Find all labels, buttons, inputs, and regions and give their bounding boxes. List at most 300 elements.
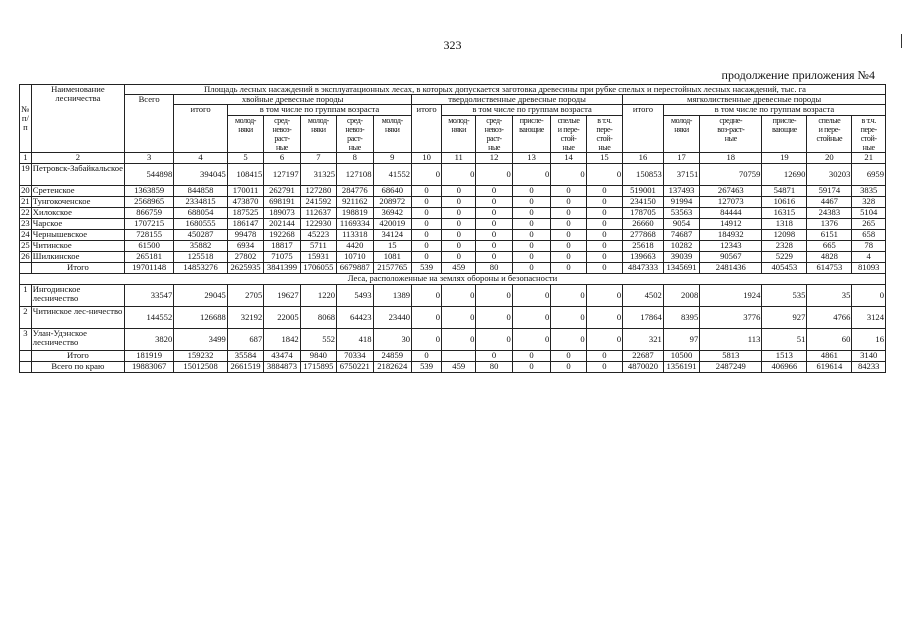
- row-value: 3124: [852, 306, 886, 328]
- row-value: 0: [512, 218, 551, 229]
- table-row: [20, 196, 886, 207]
- header-h-ripening: присле- вающие: [512, 115, 551, 153]
- row-value: 1513: [762, 350, 807, 361]
- row-value: 0: [586, 350, 622, 361]
- row-value: 22687: [623, 350, 664, 361]
- header-h-young: молод- няки: [442, 115, 476, 153]
- row-value: 0: [551, 196, 586, 207]
- row-value: 234150: [623, 196, 664, 207]
- row-value: 23440: [373, 306, 412, 328]
- row-value: 97: [663, 328, 699, 350]
- row-value: 5493: [337, 284, 373, 306]
- row-value: 241592: [300, 196, 336, 207]
- row-number: 24: [21, 229, 30, 239]
- row-value: 0: [586, 240, 622, 251]
- row-value: 1318: [762, 218, 807, 229]
- header-s-young: молод- няки: [663, 115, 699, 153]
- row-value: 91994: [663, 196, 699, 207]
- row-value: 186147: [227, 218, 263, 229]
- row-value: 10710: [337, 251, 373, 262]
- row-value: 181919: [124, 350, 173, 361]
- section-row: [20, 273, 886, 284]
- row-value: 6679887: [337, 262, 373, 273]
- row-value: 0: [551, 284, 586, 306]
- row-value: 30: [373, 328, 412, 350]
- row-value: 35: [807, 284, 852, 306]
- row-value: 844858: [174, 185, 228, 196]
- row-value: 0: [586, 262, 622, 273]
- row-value: 68640: [373, 185, 412, 196]
- row-value: 15: [373, 240, 412, 251]
- row-value: 0: [551, 229, 586, 240]
- row-value: 539: [412, 262, 442, 273]
- row-value: 18817: [264, 240, 300, 251]
- column-number: 12: [476, 153, 512, 163]
- column-number: 20: [807, 153, 852, 163]
- row-value: 0: [476, 196, 512, 207]
- row-value: 26660: [623, 218, 664, 229]
- row-value: 3140: [852, 350, 886, 361]
- row-value: 2334815: [174, 196, 228, 207]
- row-value: 208972: [373, 196, 412, 207]
- row-value: 0: [852, 284, 886, 306]
- row-value: 0: [551, 251, 586, 262]
- column-number: 13: [512, 153, 551, 163]
- row-value: 61500: [124, 240, 173, 251]
- row-value: 5104: [852, 207, 886, 218]
- row-value: 406966: [762, 361, 807, 372]
- row-value: 178705: [623, 207, 664, 218]
- total-row: [20, 262, 886, 273]
- row-value: 921162: [337, 196, 373, 207]
- row-value: 192268: [264, 229, 300, 240]
- row-value: 0: [586, 163, 622, 185]
- row-value: 127108: [337, 163, 373, 185]
- row-value: 0: [442, 306, 476, 328]
- row-name: Читинское лес-ничество: [31, 306, 124, 328]
- row-number: 22: [21, 207, 30, 217]
- row-value: 6750221: [337, 361, 373, 372]
- row-value: 0: [512, 306, 551, 328]
- row-value: 4870020: [623, 361, 664, 372]
- row-value: 0: [476, 251, 512, 262]
- row-value: 0: [412, 218, 442, 229]
- row-value: 78: [852, 240, 886, 251]
- row-value: 0: [586, 328, 622, 350]
- row-value: 9054: [663, 218, 699, 229]
- row-value: 0: [512, 251, 551, 262]
- row-value: 3835: [852, 185, 886, 196]
- row-number: 26: [21, 251, 30, 261]
- row-value: 0: [512, 185, 551, 196]
- column-number: 21: [852, 153, 886, 163]
- row-value: 12343: [700, 240, 762, 251]
- column-number: 14: [551, 153, 586, 163]
- header-h-incl: в т.ч. пере- стой- ные: [586, 115, 622, 153]
- row-value: 127280: [300, 185, 336, 196]
- row-value: 4847333: [623, 262, 664, 273]
- row-value: 127073: [700, 196, 762, 207]
- row-value: 1842: [264, 328, 300, 350]
- row-value: 418: [337, 328, 373, 350]
- row-value: 36942: [373, 207, 412, 218]
- row-value: 43474: [264, 350, 300, 361]
- row-value: 22005: [264, 306, 300, 328]
- row-value: 5711: [300, 240, 336, 251]
- row-value: 420019: [373, 218, 412, 229]
- forest-area-table: [19, 84, 886, 373]
- row-value: 284776: [337, 185, 373, 196]
- column-number: 10: [412, 153, 442, 163]
- row-value: 0: [442, 207, 476, 218]
- row-value: 0: [586, 196, 622, 207]
- row-name: Сретенское: [31, 185, 124, 196]
- column-number: 15: [586, 153, 622, 163]
- row-value: 0: [551, 218, 586, 229]
- row-value: 24859: [373, 350, 412, 361]
- row-value: 544898: [124, 163, 173, 185]
- row-name: Чернышевское: [31, 229, 124, 240]
- row-value: 126688: [174, 306, 228, 328]
- row-value: 24383: [807, 207, 852, 218]
- row-value: 189073: [264, 207, 300, 218]
- row-value: 15012508: [174, 361, 228, 372]
- row-value: 1220: [300, 284, 336, 306]
- row-value: 19627: [264, 284, 300, 306]
- row-name: Улан-Удэнское лесничество: [31, 328, 124, 350]
- row-value: 1706055: [300, 262, 336, 273]
- row-value: 80: [476, 361, 512, 372]
- row-value: 45223: [300, 229, 336, 240]
- row-value: 127197: [264, 163, 300, 185]
- header-s-ripening: присле- вающие: [762, 115, 807, 153]
- row-value: 0: [476, 185, 512, 196]
- table-row: [20, 240, 886, 251]
- row-value: 5813: [700, 350, 762, 361]
- row-value: 74687: [663, 229, 699, 240]
- column-number: 8: [337, 153, 373, 163]
- row-value: 0: [442, 328, 476, 350]
- row-value: 51: [762, 328, 807, 350]
- table-row: [20, 328, 886, 350]
- row-value: 0: [412, 196, 442, 207]
- row-value: 0: [412, 306, 442, 328]
- row-value: 1715895: [300, 361, 336, 372]
- row-name: Итого: [31, 350, 124, 361]
- row-value: 10500: [663, 350, 699, 361]
- column-number-row: [20, 153, 886, 163]
- row-value: 2487249: [700, 361, 762, 372]
- row-value: 112637: [300, 207, 336, 218]
- row-value: 70759: [700, 163, 762, 185]
- row-value: 34124: [373, 229, 412, 240]
- row-name: Итого: [31, 262, 124, 273]
- row-value: 698191: [264, 196, 300, 207]
- row-value: 2625935: [227, 262, 263, 273]
- row-value: 0: [442, 163, 476, 185]
- row-value: 35584: [227, 350, 263, 361]
- row-value: 0: [512, 350, 551, 361]
- row-value: 0: [551, 350, 586, 361]
- row-value: 539: [412, 361, 442, 372]
- header-hardwood-itogo: итого: [412, 105, 442, 153]
- row-value: 2157765: [373, 262, 412, 273]
- row-value: 0: [586, 251, 622, 262]
- header-s-mid: средне- воз-раст- ные: [700, 115, 762, 153]
- row-value: 0: [551, 328, 586, 350]
- row-value: 137493: [663, 185, 699, 196]
- table-row: [20, 306, 886, 328]
- row-value: 0: [512, 240, 551, 251]
- row-value: 0: [476, 306, 512, 328]
- row-value: 90567: [700, 251, 762, 262]
- page-number: 323: [443, 38, 462, 52]
- table-row: [20, 251, 886, 262]
- row-number: 2: [20, 306, 32, 328]
- row-value: 1389: [373, 284, 412, 306]
- row-number: [20, 361, 32, 372]
- row-value: 0: [512, 328, 551, 350]
- row-value: 450287: [174, 229, 228, 240]
- row-value: 619614: [807, 361, 852, 372]
- row-value: 473870: [227, 196, 263, 207]
- row-value: 519001: [623, 185, 664, 196]
- row-value: 0: [512, 262, 551, 273]
- column-number: 4: [174, 153, 228, 163]
- row-value: 0: [476, 207, 512, 218]
- header-c-young: молод- няки: [227, 115, 263, 153]
- column-number: 1: [20, 153, 32, 163]
- row-value: 12098: [762, 229, 807, 240]
- row-value: 0: [551, 240, 586, 251]
- row-value: 54871: [762, 185, 807, 196]
- table-row: [20, 185, 886, 196]
- row-value: 4420: [337, 240, 373, 251]
- column-number: 2: [31, 153, 124, 163]
- row-value: 267463: [700, 185, 762, 196]
- row-value: 39039: [663, 251, 699, 262]
- row-number: 25: [21, 240, 30, 250]
- header-total: Всего: [124, 95, 173, 153]
- row-value: 535: [762, 284, 807, 306]
- table-row: [20, 163, 886, 185]
- row-value: 0: [442, 284, 476, 306]
- row-value: 125518: [174, 251, 228, 262]
- row-value: 4828: [807, 251, 852, 262]
- row-value: 0: [586, 306, 622, 328]
- row-value: [442, 350, 476, 361]
- row-value: 2705: [227, 284, 263, 306]
- header-hardwood-by-age: в том числе по группам возраста: [442, 105, 623, 115]
- row-value: 33547: [124, 284, 173, 306]
- header-hardwood: твердолиственные древесные породы: [412, 95, 623, 105]
- row-value: 405453: [762, 262, 807, 273]
- row-value: 0: [412, 251, 442, 262]
- row-value: 80: [476, 262, 512, 273]
- row-value: 27802: [227, 251, 263, 262]
- row-value: 1680555: [174, 218, 228, 229]
- row-value: 30203: [807, 163, 852, 185]
- row-value: 202144: [264, 218, 300, 229]
- row-value: 2661519: [227, 361, 263, 372]
- row-value: 0: [412, 163, 442, 185]
- row-number: 23: [21, 218, 30, 228]
- row-value: 665: [807, 240, 852, 251]
- row-value: 0: [551, 207, 586, 218]
- row-value: 3884873: [264, 361, 300, 372]
- row-value: 4502: [623, 284, 664, 306]
- section-title: Леса, расположенные на землях обороны и безопасности: [20, 273, 886, 284]
- row-value: 1169334: [337, 218, 373, 229]
- row-value: 0: [512, 196, 551, 207]
- row-value: 17864: [623, 306, 664, 328]
- row-value: 4: [852, 251, 886, 262]
- row-value: 41552: [373, 163, 412, 185]
- row-value: 71075: [264, 251, 300, 262]
- row-value: 59174: [807, 185, 852, 196]
- row-value: 0: [512, 163, 551, 185]
- table-row: [20, 284, 886, 306]
- row-value: 1345691: [663, 262, 699, 273]
- row-value: 29045: [174, 284, 228, 306]
- row-value: 64423: [337, 306, 373, 328]
- row-value: 60: [807, 328, 852, 350]
- row-value: 16: [852, 328, 886, 350]
- header-conifer-by-age: в том числе по группам возраста: [227, 105, 411, 115]
- row-value: 4766: [807, 306, 852, 328]
- row-value: 0: [442, 218, 476, 229]
- row-name: Петровск-Забайкальское: [31, 163, 124, 185]
- row-value: 552: [300, 328, 336, 350]
- row-value: 3499: [174, 328, 228, 350]
- row-number: 19: [20, 163, 32, 185]
- row-number: 1: [20, 284, 32, 306]
- row-value: 0: [586, 229, 622, 240]
- column-number: 16: [623, 153, 664, 163]
- row-value: 0: [442, 229, 476, 240]
- header-softwood-itogo: итого: [623, 105, 664, 153]
- column-number: 3: [124, 153, 173, 163]
- row-value: 3776: [700, 306, 762, 328]
- row-value: 0: [412, 284, 442, 306]
- header-softwood: мягколиственные древесные породы: [623, 95, 886, 105]
- header-h-ripe: спелые и пере- стой- ные: [551, 115, 586, 153]
- row-value: 1363859: [124, 185, 173, 196]
- row-value: 144552: [124, 306, 173, 328]
- row-name: Ингодинское лесничество: [31, 284, 124, 306]
- row-value: 0: [512, 361, 551, 372]
- row-value: 3841399: [264, 262, 300, 273]
- row-value: 84233: [852, 361, 886, 372]
- row-value: 0: [586, 207, 622, 218]
- row-number: [20, 262, 32, 273]
- row-name: Тунгокоченское: [31, 196, 124, 207]
- row-value: 0: [476, 229, 512, 240]
- row-value: 0: [586, 361, 622, 372]
- row-value: 10282: [663, 240, 699, 251]
- column-number: 11: [442, 153, 476, 163]
- row-value: 459: [442, 262, 476, 273]
- row-value: 99478: [227, 229, 263, 240]
- header-num: № п/п: [20, 85, 32, 153]
- row-value: 8068: [300, 306, 336, 328]
- row-value: 19701148: [124, 262, 173, 273]
- row-number: 20: [21, 185, 30, 195]
- row-value: 0: [412, 328, 442, 350]
- row-value: 1924: [700, 284, 762, 306]
- row-value: 122930: [300, 218, 336, 229]
- header-c-young3: молод- няки: [373, 115, 412, 153]
- row-value: 187525: [227, 207, 263, 218]
- row-name: Чарское: [31, 218, 124, 229]
- row-value: 14912: [700, 218, 762, 229]
- row-value: 0: [476, 284, 512, 306]
- row-value: 459: [442, 361, 476, 372]
- row-value: 9840: [300, 350, 336, 361]
- row-value: 6151: [807, 229, 852, 240]
- row-value: 37151: [663, 163, 699, 185]
- row-value: 0: [551, 306, 586, 328]
- row-value: 1356191: [663, 361, 699, 372]
- row-name: Всего по краю: [31, 361, 124, 372]
- row-value: 0: [412, 207, 442, 218]
- row-value: 1707215: [124, 218, 173, 229]
- row-value: 0: [442, 251, 476, 262]
- row-value: 265181: [124, 251, 173, 262]
- row-value: 84444: [700, 207, 762, 218]
- row-value: 0: [551, 163, 586, 185]
- column-number: 6: [264, 153, 300, 163]
- row-value: 0: [442, 240, 476, 251]
- row-name: Хилокское: [31, 207, 124, 218]
- row-number: 21: [21, 196, 30, 206]
- row-value: 81093: [852, 262, 886, 273]
- row-value: 2568965: [124, 196, 173, 207]
- column-number: 18: [700, 153, 762, 163]
- row-value: 2481436: [700, 262, 762, 273]
- row-value: 15931: [300, 251, 336, 262]
- header-s-incl: в т.ч. пере- стой- ные: [852, 115, 886, 153]
- row-value: 108415: [227, 163, 263, 185]
- row-value: 0: [586, 284, 622, 306]
- row-value: 728155: [124, 229, 173, 240]
- row-value: 159232: [174, 350, 228, 361]
- table-row: [20, 229, 886, 240]
- total-row: [20, 350, 886, 361]
- row-name: Шилкинское: [31, 251, 124, 262]
- row-value: 0: [476, 163, 512, 185]
- table-row: [20, 218, 886, 229]
- row-value: 12690: [762, 163, 807, 185]
- row-value: 53563: [663, 207, 699, 218]
- row-value: 3820: [124, 328, 173, 350]
- row-value: 31325: [300, 163, 336, 185]
- column-number: 19: [762, 153, 807, 163]
- row-value: 0: [586, 218, 622, 229]
- row-value: 0: [412, 240, 442, 251]
- row-value: 2008: [663, 284, 699, 306]
- row-value: 6934: [227, 240, 263, 251]
- row-value: 19883067: [124, 361, 173, 372]
- row-value: 1081: [373, 251, 412, 262]
- row-value: 10616: [762, 196, 807, 207]
- row-value: 927: [762, 306, 807, 328]
- row-value: 0: [412, 229, 442, 240]
- row-value: 0: [512, 207, 551, 218]
- row-value: 866759: [124, 207, 173, 218]
- row-value: 321: [623, 328, 664, 350]
- row-value: 70334: [337, 350, 373, 361]
